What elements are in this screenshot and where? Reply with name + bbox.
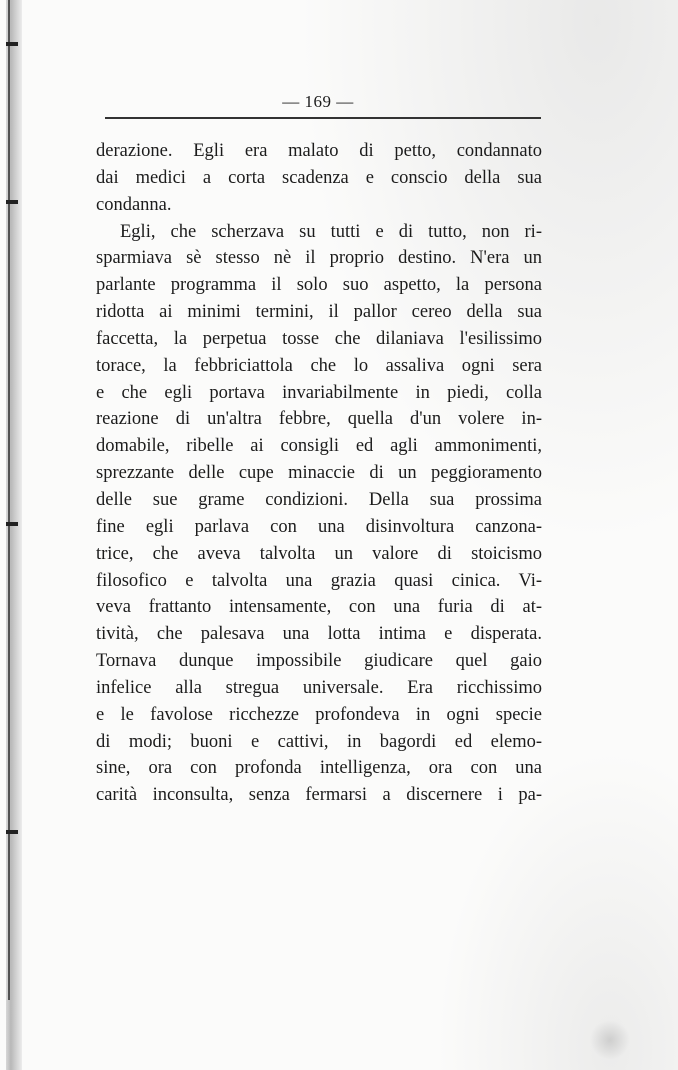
paper-stain [590, 1020, 630, 1060]
text-line: trice, che aveva talvolta un valore di stoicismo [96, 543, 542, 564]
text-line: condanna. [96, 194, 172, 215]
text-line: infelice alla stregua universale. Era ricchissimo [96, 677, 542, 698]
text-line: torace, la febbriciattola che lo assaliva ogni sera [96, 355, 542, 376]
body-text [96, 138, 542, 809]
text-line: carità inconsulta, senza fermarsi a discernere i pa- [96, 785, 542, 806]
text-line: fine egli parlava con una disinvoltura canzona- [96, 516, 542, 537]
text-line: filosofico e talvolta una grazia quasi cinica. Vi- [96, 570, 542, 591]
binding-stitch-mark [6, 200, 18, 204]
text-line: sprezzante delle cupe minaccie di un peggioramento [96, 463, 542, 484]
binding-stitch-mark [6, 42, 18, 46]
text-line: faccetta, la perpetua tosse che dilaniava l'esilissimo [96, 328, 542, 349]
text-line: reazione di un'altra febbre, quella d'un volere in- [96, 409, 542, 430]
text-line: Tornava dunque impossibile giudicare quel gaio [96, 651, 542, 672]
text-line: e che egli portava invariabilmente in piedi, colla [96, 382, 542, 403]
text-line: sparmiava sè stesso nè il proprio destino. N'era un [96, 248, 542, 269]
text-line: ridotta ai minimi termini, il pallor cereo della sua [96, 302, 542, 323]
text-line: di modi; buoni e cattivi, in bagordi ed elemo- [96, 731, 542, 752]
text-line: veva frattanto intensamente, con una furia di at- [96, 597, 542, 618]
text-line: domabile, ribelle ai consigli ed agli ammonimenti, [96, 436, 542, 457]
text-line: parlante programma il solo suo aspetto, la persona [96, 275, 542, 296]
binding-stitch-mark [6, 522, 18, 526]
binding-shadow-line [8, 0, 10, 1000]
text-line: tività, che palesava una lotta intima e disperata. [96, 624, 542, 645]
text-line: Egli, che scherzava su tutti e di tutto, non ri- [120, 221, 542, 242]
header-rule [105, 117, 541, 119]
binding-stitch-mark [6, 830, 18, 834]
page-number: — 169 — [282, 92, 354, 111]
text-line: sine, ora con profonda intelligenza, ora con una [96, 758, 542, 779]
text-line: derazione. Egli era malato di petto, condannato [96, 141, 542, 161]
text-line: e le favolose ricchezze profondeva in ogni specie [96, 704, 542, 725]
text-line: delle sue grame condizioni. Della sua prossima [96, 489, 542, 510]
text-line: dai medici a corta scadenza e conscio della sua [96, 167, 542, 188]
